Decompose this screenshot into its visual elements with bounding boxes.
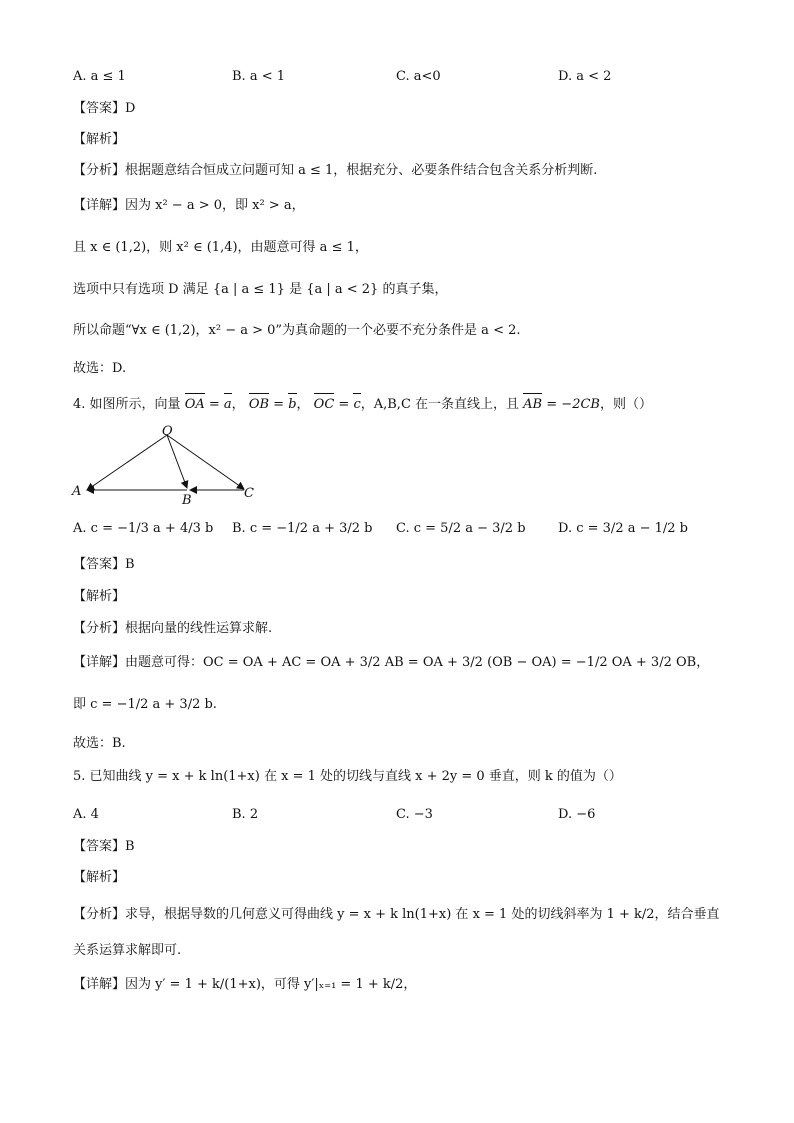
vector-a: a bbox=[223, 397, 232, 412]
point-o-label: O bbox=[162, 425, 173, 439]
vector-neg2cb: −2CB bbox=[561, 397, 600, 412]
q3-option-a: A. a ≤ 1 bbox=[73, 69, 126, 84]
q4-option-b: B. c = −1/2 a + 3/2 b bbox=[232, 521, 373, 536]
q4-analysis: 【分析】根据向量的线性运算求解. bbox=[73, 621, 273, 636]
q3-detail-line2: 且 x ∈ (1,2)，则 x² ∈ (1,4)，由题意可得 a ≤ 1， bbox=[73, 240, 368, 255]
q5-option-a: A. 4 bbox=[73, 807, 99, 822]
q3-option-c: C. a<0 bbox=[396, 69, 441, 84]
q5-detail-line1: 【详解】因为 y′ = 1 + k/(1+x)，可得 y′|ₓ₌₁ = 1 + k/2， bbox=[73, 977, 417, 992]
q4-detail-line1: 【详解】由题意可得：OC = OA + AC = OA + 3/2 AB = OA + 3/2 (OB − OA) = −1/2 OA + 3/2 OB， bbox=[73, 655, 710, 670]
q3-choose: 故选：D. bbox=[73, 361, 127, 376]
vector-ob: OB bbox=[248, 397, 270, 412]
q4-triangle-figure bbox=[70, 425, 270, 505]
vector-c: c bbox=[353, 397, 361, 412]
q4-jiexi-heading: 【解析】 bbox=[73, 589, 126, 604]
q3-option-d: D. a < 2 bbox=[558, 69, 612, 84]
q4-stem-start: 4. 如图所示，向量 bbox=[73, 397, 181, 412]
vector-b: b bbox=[288, 397, 297, 412]
q4-answer: 【答案】B bbox=[73, 557, 135, 572]
q5-answer: 【答案】B bbox=[73, 839, 135, 854]
q4-stem-part2: ，A,B,C 在一条直线上，且 bbox=[360, 397, 520, 412]
vector-oa-arrow bbox=[87, 435, 167, 490]
q3-detail-line3: 选项中只有选项 D 满足 {a | a ≤ 1} 是 {a | a < 2} 的真子集， bbox=[73, 282, 448, 297]
q3-detail-line4: 所以命题“∀x ∈ (1,2)，x² − a > 0”为真命题的一个必要不充分条件是 a < 2. bbox=[73, 323, 521, 338]
q5-analysis-line2: 关系运算求解即可. bbox=[73, 943, 182, 958]
q5-jiexi-heading: 【解析】 bbox=[73, 870, 126, 885]
q4-option-c: C. c = 5/2 a − 3/2 b bbox=[396, 521, 526, 536]
q5-option-b: B. 2 bbox=[232, 807, 259, 822]
vector-ab: AB bbox=[523, 397, 543, 412]
vector-oa: OA bbox=[184, 397, 205, 412]
q3-detail-line1: 【详解】因为 x² − a > 0，即 x² > a， bbox=[73, 198, 305, 213]
q4-option-a: A. c = −1/3 a + 4/3 b bbox=[73, 521, 214, 536]
q5-option-c: C. −3 bbox=[396, 807, 433, 822]
q4-stem-end: ，则（） bbox=[599, 397, 652, 412]
q5-stem: 5. 已知曲线 y = x + k ln(1+x) 在 x = 1 处的切线与直线 x + 2y = 0 垂直，则 k 的值为（） bbox=[73, 769, 622, 784]
vector-oc-arrow bbox=[167, 435, 244, 489]
q3-option-b: B. a < 1 bbox=[232, 69, 285, 84]
point-b-label: B bbox=[182, 493, 192, 505]
q5-analysis-line1: 【分析】求导，根据导数的几何意义可得曲线 y = x + k ln(1+x) 在 x = 1 处的切线斜率为 1 + k/2，结合垂直 bbox=[73, 907, 720, 922]
q4-stem: 4. 如图所示，向量 OA = a， OB = b， OC = c，A,B,C 在一条直线上，且 AB = −2CB，则（） bbox=[73, 397, 652, 412]
q4-choose: 故选：B. bbox=[73, 736, 126, 751]
q4-option-d: D. c = 3/2 a − 1/2 b bbox=[558, 521, 688, 536]
point-a-label: A bbox=[72, 484, 82, 499]
q4-detail-line2: 即 c = −1/2 a + 3/2 b. bbox=[73, 697, 217, 712]
q5-option-d: D. −6 bbox=[558, 807, 596, 822]
point-c-label: C bbox=[244, 486, 254, 501]
q3-analysis: 【分析】根据题意结合恒成立问题可知 a ≤ 1，根据充分、必要条件结合包含关系分析判断. bbox=[73, 163, 598, 178]
vector-oc: OC bbox=[313, 397, 335, 412]
vector-ob-arrow bbox=[167, 435, 187, 488]
q3-answer: 【答案】D bbox=[73, 101, 136, 116]
q3-jiexi-heading: 【解析】 bbox=[73, 132, 126, 147]
